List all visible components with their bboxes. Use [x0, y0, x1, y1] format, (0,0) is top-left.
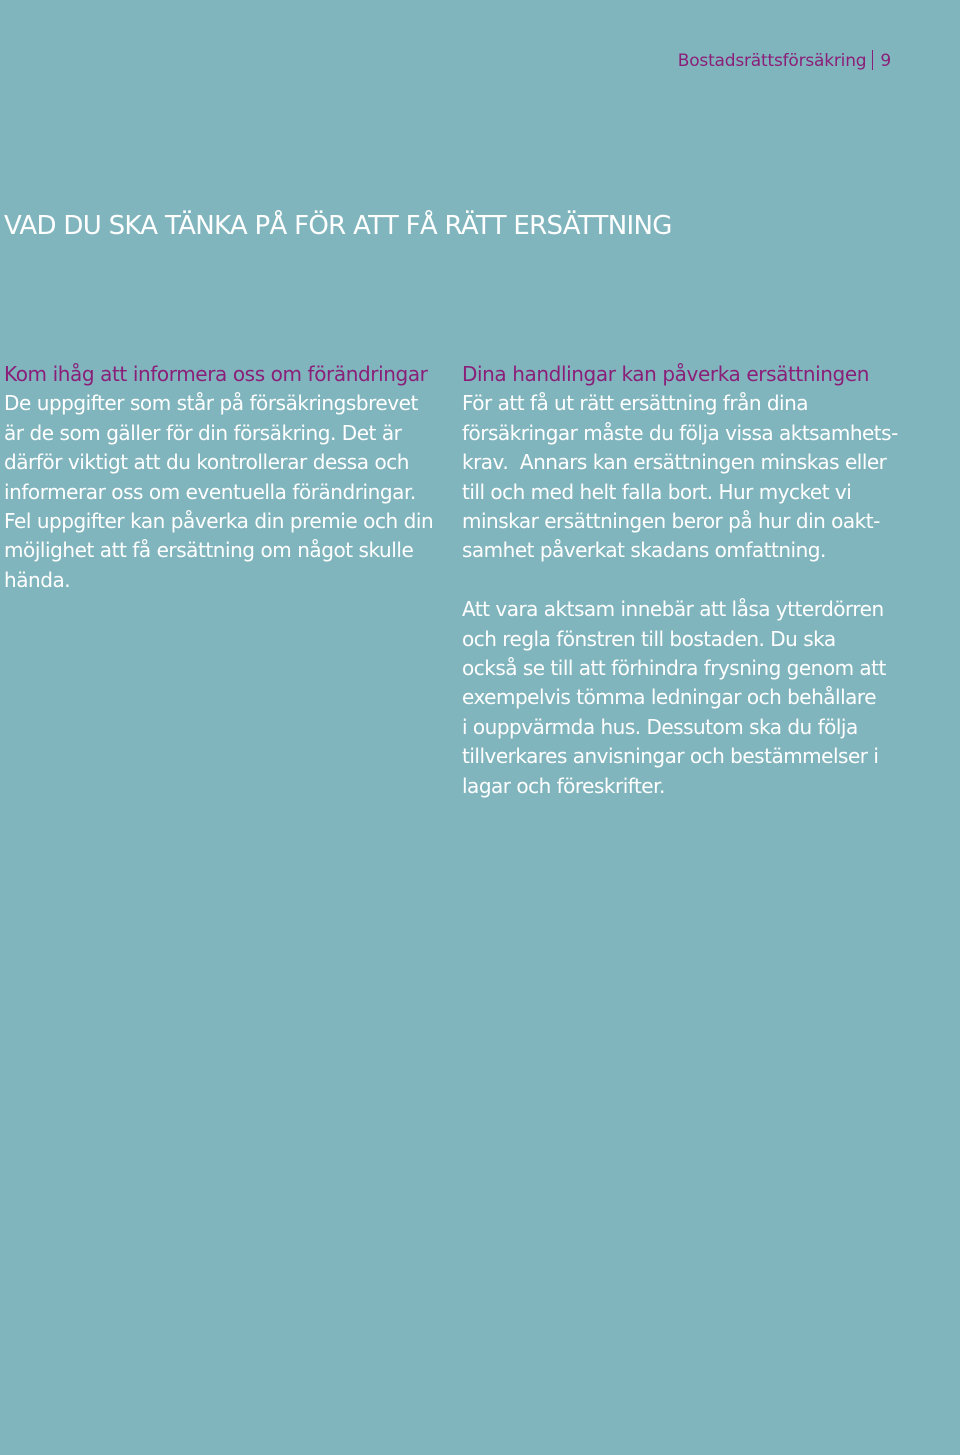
text-line: och regla fönstren till bostaden. Du ska	[462, 626, 836, 651]
text-line: försäkringar måste du följa vissa aktsamhets-	[462, 420, 898, 445]
page-title: VAD DU SKA TÄNKA PÅ FÖR ATT FÅ RÄTT ERSÄTTNING	[4, 211, 672, 241]
text-line: exempelvis tömma ledningar och behållare	[462, 685, 876, 710]
text-line: lagar och föreskrifter.	[462, 773, 665, 798]
text-line: minskar ersättningen beror på hur din oakt-	[462, 509, 880, 534]
header-divider	[872, 50, 873, 70]
text-line: i ouppvärmda hus. Dessutom ska du följa	[462, 714, 858, 739]
text-line: samhet påverkat skadans omfattning.	[462, 538, 826, 563]
right-column	[462, 360, 908, 801]
running-header	[678, 50, 891, 71]
text-line: är de som gäller för din försäkring. Det är	[4, 420, 402, 445]
text-line: Fel uppgifter kan påverka din premie och din	[4, 509, 434, 534]
text-line: De uppgifter som står på försäkringsbrevet	[4, 391, 418, 416]
text-line: hända.	[4, 567, 71, 592]
right-column-paragraph-1	[462, 389, 908, 565]
text-line: För att få ut rätt ersättning från dina	[462, 391, 809, 416]
left-column-paragraph	[4, 389, 444, 595]
text-line: tillverkares anvisningar och bestämmelser i	[462, 744, 879, 769]
text-line: krav. Annars kan ersättningen minskas eller	[462, 450, 887, 475]
page-number: 9	[880, 51, 891, 71]
text-line: därför viktigt att du kontrollerar dessa och	[4, 450, 410, 475]
text-line: Att vara aktsam innebär att låsa ytterdörren	[462, 597, 884, 622]
text-line: möjlighet att få ersättning om något skulle	[4, 538, 414, 563]
text-line: också se till att förhindra frysning genom att	[462, 656, 886, 681]
left-column	[4, 360, 444, 595]
right-column-heading: Dina handlingar kan påverka ersättningen	[462, 362, 870, 386]
section-name: Bostadsrättsförsäkring	[677, 51, 867, 71]
text-line: till och med helt falla bort. Hur mycket vi	[462, 479, 852, 504]
right-column-paragraph-2	[462, 595, 908, 801]
left-column-heading: Kom ihåg att informera oss om förändringar	[4, 362, 428, 386]
text-line: informerar oss om eventuella förändringar.	[4, 479, 416, 504]
